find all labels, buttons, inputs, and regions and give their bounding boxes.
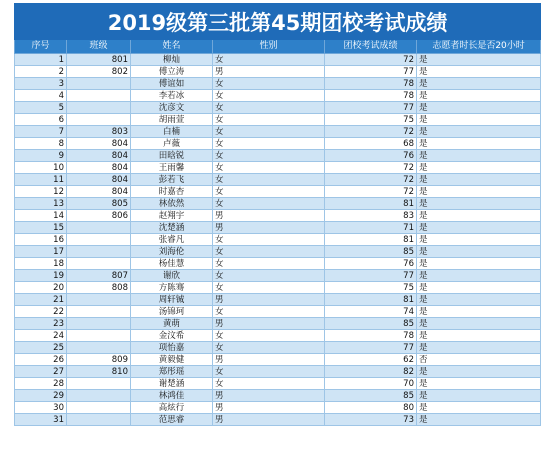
cell-gender[interactable]: 男 — [213, 354, 325, 366]
cell-score[interactable]: 85 — [325, 246, 417, 258]
cell-class[interactable]: 810 — [67, 366, 131, 378]
cell-number[interactable]: 20 — [15, 282, 67, 294]
header-class[interactable]: 班级 — [67, 40, 131, 54]
cell-volunteer-hours[interactable]: 是 — [417, 162, 541, 174]
cell-number[interactable]: 2 — [15, 66, 67, 78]
cell-volunteer-hours[interactable]: 是 — [417, 78, 541, 90]
table-row — [15, 366, 541, 378]
table-row — [15, 414, 541, 426]
cell-gender[interactable]: 女 — [213, 114, 325, 126]
cell-score[interactable]: 78 — [325, 90, 417, 102]
table-row — [15, 282, 541, 294]
cell-gender[interactable]: 女 — [213, 102, 325, 114]
cell-class[interactable] — [67, 78, 131, 90]
cell-gender[interactable]: 女 — [213, 138, 325, 150]
cell-gender[interactable]: 女 — [213, 282, 325, 294]
cell-number[interactable]: 1 — [15, 54, 67, 66]
cell-class[interactable] — [67, 246, 131, 258]
cell-number[interactable]: 28 — [15, 378, 67, 390]
cell-gender[interactable]: 女 — [213, 90, 325, 102]
cell-number[interactable]: 14 — [15, 210, 67, 222]
cell-class[interactable] — [67, 402, 131, 414]
cell-number[interactable]: 31 — [15, 414, 67, 426]
cell-name[interactable]: 王雨馨 — [131, 162, 213, 174]
cell-name[interactable]: 项怡嘉 — [131, 342, 213, 354]
cell-name[interactable]: 赵翔宇 — [131, 210, 213, 222]
cell-class[interactable] — [67, 330, 131, 342]
title-row — [15, 4, 541, 40]
cell-volunteer-hours[interactable]: 是 — [417, 186, 541, 198]
cell-score[interactable]: 85 — [325, 318, 417, 330]
header-name[interactable]: 姓名 — [131, 40, 213, 54]
table-row — [15, 378, 541, 390]
cell-score[interactable]: 82 — [325, 366, 417, 378]
cell-class[interactable] — [67, 414, 131, 426]
cell-class[interactable] — [67, 114, 131, 126]
cell-gender[interactable]: 男 — [213, 390, 325, 402]
cell-number[interactable]: 3 — [15, 78, 67, 90]
cell-score[interactable]: 77 — [325, 342, 417, 354]
table-row — [15, 270, 541, 282]
table-row — [15, 306, 541, 318]
cell-score[interactable]: 78 — [325, 330, 417, 342]
cell-number[interactable]: 22 — [15, 306, 67, 318]
cell-gender[interactable]: 男 — [213, 294, 325, 306]
cell-score[interactable]: 72 — [325, 126, 417, 138]
cell-number[interactable]: 19 — [15, 270, 67, 282]
cell-name[interactable]: 郑彤瑶 — [131, 366, 213, 378]
cell-volunteer-hours[interactable]: 是 — [417, 54, 541, 66]
cell-class[interactable]: 808 — [67, 282, 131, 294]
cell-volunteer-hours[interactable]: 是 — [417, 330, 541, 342]
cell-number[interactable]: 25 — [15, 342, 67, 354]
cell-number[interactable]: 11 — [15, 174, 67, 186]
cell-name[interactable]: 汤锦珂 — [131, 306, 213, 318]
cell-score[interactable]: 80 — [325, 402, 417, 414]
cell-gender[interactable]: 女 — [213, 306, 325, 318]
table-row — [15, 66, 541, 78]
cell-gender[interactable]: 男 — [213, 66, 325, 78]
table-row — [15, 390, 541, 402]
cell-name[interactable]: 刘海伦 — [131, 246, 213, 258]
cell-name[interactable]: 傅谊如 — [131, 78, 213, 90]
cell-name[interactable]: 胡雨萱 — [131, 114, 213, 126]
table-row — [15, 330, 541, 342]
cell-class[interactable] — [67, 342, 131, 354]
cell-gender[interactable]: 女 — [213, 186, 325, 198]
header-gender[interactable]: 性别 — [213, 40, 325, 54]
table-row — [15, 294, 541, 306]
cell-gender[interactable]: 女 — [213, 378, 325, 390]
cell-name[interactable]: 黄萌 — [131, 318, 213, 330]
cell-name[interactable]: 李若冰 — [131, 90, 213, 102]
cell-gender[interactable]: 女 — [213, 198, 325, 210]
cell-number[interactable]: 7 — [15, 126, 67, 138]
cell-volunteer-hours[interactable]: 是 — [417, 306, 541, 318]
cell-number[interactable]: 16 — [15, 234, 67, 246]
cell-name[interactable]: 张睿凡 — [131, 234, 213, 246]
table-row — [15, 150, 541, 162]
table-row — [15, 186, 541, 198]
table-row — [15, 402, 541, 414]
cell-score[interactable]: 77 — [325, 270, 417, 282]
cell-name[interactable]: 傅立涛 — [131, 66, 213, 78]
cell-class[interactable] — [67, 90, 131, 102]
cell-number[interactable]: 29 — [15, 390, 67, 402]
cell-number[interactable]: 26 — [15, 354, 67, 366]
cell-name[interactable]: 彭若飞 — [131, 174, 213, 186]
cell-score[interactable]: 72 — [325, 186, 417, 198]
cell-class[interactable]: 804 — [67, 162, 131, 174]
cell-name[interactable]: 林鸿佳 — [131, 390, 213, 402]
cell-class[interactable]: 804 — [67, 150, 131, 162]
cell-score[interactable]: 72 — [325, 174, 417, 186]
cell-class[interactable] — [67, 222, 131, 234]
cell-volunteer-hours[interactable]: 是 — [417, 222, 541, 234]
table-row — [15, 222, 541, 234]
cell-name[interactable]: 林依然 — [131, 198, 213, 210]
cell-class[interactable] — [67, 258, 131, 270]
cell-volunteer-hours[interactable]: 是 — [417, 246, 541, 258]
cell-name[interactable]: 时嘉杏 — [131, 186, 213, 198]
cell-gender[interactable]: 女 — [213, 258, 325, 270]
cell-gender[interactable]: 女 — [213, 162, 325, 174]
cell-gender[interactable]: 男 — [213, 414, 325, 426]
cell-gender[interactable]: 男 — [213, 402, 325, 414]
cell-score[interactable]: 77 — [325, 66, 417, 78]
cell-score[interactable]: 72 — [325, 54, 417, 66]
cell-score[interactable]: 81 — [325, 234, 417, 246]
cell-volunteer-hours[interactable]: 是 — [417, 378, 541, 390]
cell-number[interactable]: 24 — [15, 330, 67, 342]
cell-class[interactable]: 807 — [67, 270, 131, 282]
table-row — [15, 198, 541, 210]
table-row — [15, 234, 541, 246]
table-row — [15, 174, 541, 186]
cell-volunteer-hours[interactable]: 是 — [417, 126, 541, 138]
cell-number[interactable]: 4 — [15, 90, 67, 102]
cell-gender[interactable]: 女 — [213, 246, 325, 258]
table-row — [15, 342, 541, 354]
cell-class[interactable]: 803 — [67, 126, 131, 138]
cell-name[interactable]: 卢薇 — [131, 138, 213, 150]
cell-number[interactable]: 13 — [15, 198, 67, 210]
cell-volunteer-hours[interactable]: 是 — [417, 366, 541, 378]
cell-name[interactable]: 范思睿 — [131, 414, 213, 426]
table-title: 2019级第三批第45期团校考试成绩 — [15, 4, 541, 40]
cell-class[interactable]: 804 — [67, 174, 131, 186]
table-row — [15, 54, 541, 66]
cell-name[interactable]: 柳灿 — [131, 54, 213, 66]
cell-volunteer-hours[interactable]: 是 — [417, 258, 541, 270]
cell-volunteer-hours[interactable]: 是 — [417, 150, 541, 162]
table-row — [15, 246, 541, 258]
cell-number[interactable]: 12 — [15, 186, 67, 198]
table-row — [15, 258, 541, 270]
table-row — [15, 126, 541, 138]
cell-score[interactable]: 70 — [325, 378, 417, 390]
cell-volunteer-hours[interactable]: 是 — [417, 234, 541, 246]
cell-name[interactable]: 黄毅健 — [131, 354, 213, 366]
cell-gender[interactable]: 女 — [213, 174, 325, 186]
cell-score[interactable]: 72 — [325, 162, 417, 174]
table-row — [15, 138, 541, 150]
table-row — [15, 102, 541, 114]
cell-number[interactable]: 8 — [15, 138, 67, 150]
cell-name[interactable]: 高炫行 — [131, 402, 213, 414]
cell-class[interactable]: 801 — [67, 54, 131, 66]
cell-name[interactable]: 周轩铖 — [131, 294, 213, 306]
cell-score[interactable]: 85 — [325, 390, 417, 402]
cell-volunteer-hours[interactable]: 是 — [417, 90, 541, 102]
cell-class[interactable]: 809 — [67, 354, 131, 366]
cell-number[interactable]: 27 — [15, 366, 67, 378]
cell-volunteer-hours[interactable]: 是 — [417, 114, 541, 126]
cell-number[interactable]: 6 — [15, 114, 67, 126]
cell-score[interactable]: 76 — [325, 150, 417, 162]
cell-gender[interactable]: 女 — [213, 342, 325, 354]
cell-name[interactable]: 谢欣 — [131, 270, 213, 282]
table-row — [15, 162, 541, 174]
cell-score[interactable]: 81 — [325, 198, 417, 210]
cell-score[interactable]: 75 — [325, 282, 417, 294]
cell-score[interactable]: 75 — [325, 114, 417, 126]
table-row — [15, 354, 541, 366]
cell-class[interactable] — [67, 234, 131, 246]
cell-score[interactable]: 74 — [325, 306, 417, 318]
cell-number[interactable]: 30 — [15, 402, 67, 414]
cell-class[interactable] — [67, 306, 131, 318]
cell-volunteer-hours[interactable]: 否 — [417, 354, 541, 366]
cell-number[interactable]: 10 — [15, 162, 67, 174]
cell-score[interactable]: 81 — [325, 294, 417, 306]
cell-volunteer-hours[interactable]: 是 — [417, 138, 541, 150]
cell-name[interactable]: 金汶希 — [131, 330, 213, 342]
cell-number[interactable]: 18 — [15, 258, 67, 270]
cell-volunteer-hours[interactable]: 是 — [417, 414, 541, 426]
cell-class[interactable] — [67, 294, 131, 306]
cell-name[interactable]: 谢楚涵 — [131, 378, 213, 390]
cell-score[interactable]: 83 — [325, 210, 417, 222]
cell-score[interactable]: 73 — [325, 414, 417, 426]
cell-gender[interactable]: 女 — [213, 54, 325, 66]
cell-gender[interactable]: 女 — [213, 234, 325, 246]
table-row — [15, 114, 541, 126]
score-table — [14, 3, 541, 426]
cell-volunteer-hours[interactable]: 是 — [417, 342, 541, 354]
cell-score[interactable]: 71 — [325, 222, 417, 234]
cell-gender[interactable]: 女 — [213, 330, 325, 342]
cell-score[interactable]: 68 — [325, 138, 417, 150]
cell-number[interactable]: 17 — [15, 246, 67, 258]
cell-volunteer-hours[interactable]: 是 — [417, 282, 541, 294]
cell-number[interactable]: 5 — [15, 102, 67, 114]
cell-gender[interactable]: 女 — [213, 78, 325, 90]
cell-score[interactable]: 78 — [325, 78, 417, 90]
cell-score[interactable]: 76 — [325, 258, 417, 270]
table-row — [15, 90, 541, 102]
cell-class[interactable]: 804 — [67, 186, 131, 198]
cell-name[interactable]: 田晗锐 — [131, 150, 213, 162]
table-row — [15, 318, 541, 330]
cell-name[interactable]: 沈楚涵 — [131, 222, 213, 234]
cell-volunteer-hours[interactable]: 是 — [417, 390, 541, 402]
cell-volunteer-hours[interactable]: 是 — [417, 318, 541, 330]
cell-name[interactable]: 沈彦文 — [131, 102, 213, 114]
cell-number[interactable]: 15 — [15, 222, 67, 234]
table-row — [15, 210, 541, 222]
cell-class[interactable]: 804 — [67, 138, 131, 150]
cell-gender[interactable]: 女 — [213, 366, 325, 378]
cell-class[interactable] — [67, 390, 131, 402]
cell-name[interactable]: 杨佳慧 — [131, 258, 213, 270]
cell-volunteer-hours[interactable]: 是 — [417, 66, 541, 78]
cell-class[interactable]: 805 — [67, 198, 131, 210]
cell-class[interactable] — [67, 378, 131, 390]
cell-gender[interactable]: 女 — [213, 150, 325, 162]
cell-score[interactable]: 62 — [325, 354, 417, 366]
cell-class[interactable] — [67, 318, 131, 330]
cell-gender[interactable]: 男 — [213, 222, 325, 234]
cell-gender[interactable]: 女 — [213, 270, 325, 282]
cell-volunteer-hours[interactable]: 是 — [417, 294, 541, 306]
cell-gender[interactable]: 女 — [213, 126, 325, 138]
header-row — [15, 40, 541, 54]
cell-class[interactable]: 806 — [67, 210, 131, 222]
header-hours[interactable]: 志愿者时长是否20小时 — [417, 40, 541, 54]
cell-name[interactable]: 方陈骞 — [131, 282, 213, 294]
cell-score[interactable]: 77 — [325, 102, 417, 114]
cell-gender[interactable]: 男 — [213, 210, 325, 222]
cell-number[interactable]: 9 — [15, 150, 67, 162]
cell-name[interactable]: 白楠 — [131, 126, 213, 138]
cell-gender[interactable]: 男 — [213, 318, 325, 330]
header-score[interactable]: 团校考试成绩 — [325, 40, 417, 54]
cell-number[interactable]: 23 — [15, 318, 67, 330]
cell-volunteer-hours[interactable]: 是 — [417, 210, 541, 222]
cell-volunteer-hours[interactable]: 是 — [417, 402, 541, 414]
cell-volunteer-hours[interactable]: 是 — [417, 270, 541, 282]
table-row — [15, 78, 541, 90]
cell-class[interactable]: 802 — [67, 66, 131, 78]
cell-volunteer-hours[interactable]: 是 — [417, 174, 541, 186]
cell-volunteer-hours[interactable]: 是 — [417, 102, 541, 114]
header-no[interactable]: 序号 — [15, 40, 67, 54]
cell-number[interactable]: 21 — [15, 294, 67, 306]
cell-volunteer-hours[interactable]: 是 — [417, 198, 541, 210]
cell-class[interactable] — [67, 102, 131, 114]
